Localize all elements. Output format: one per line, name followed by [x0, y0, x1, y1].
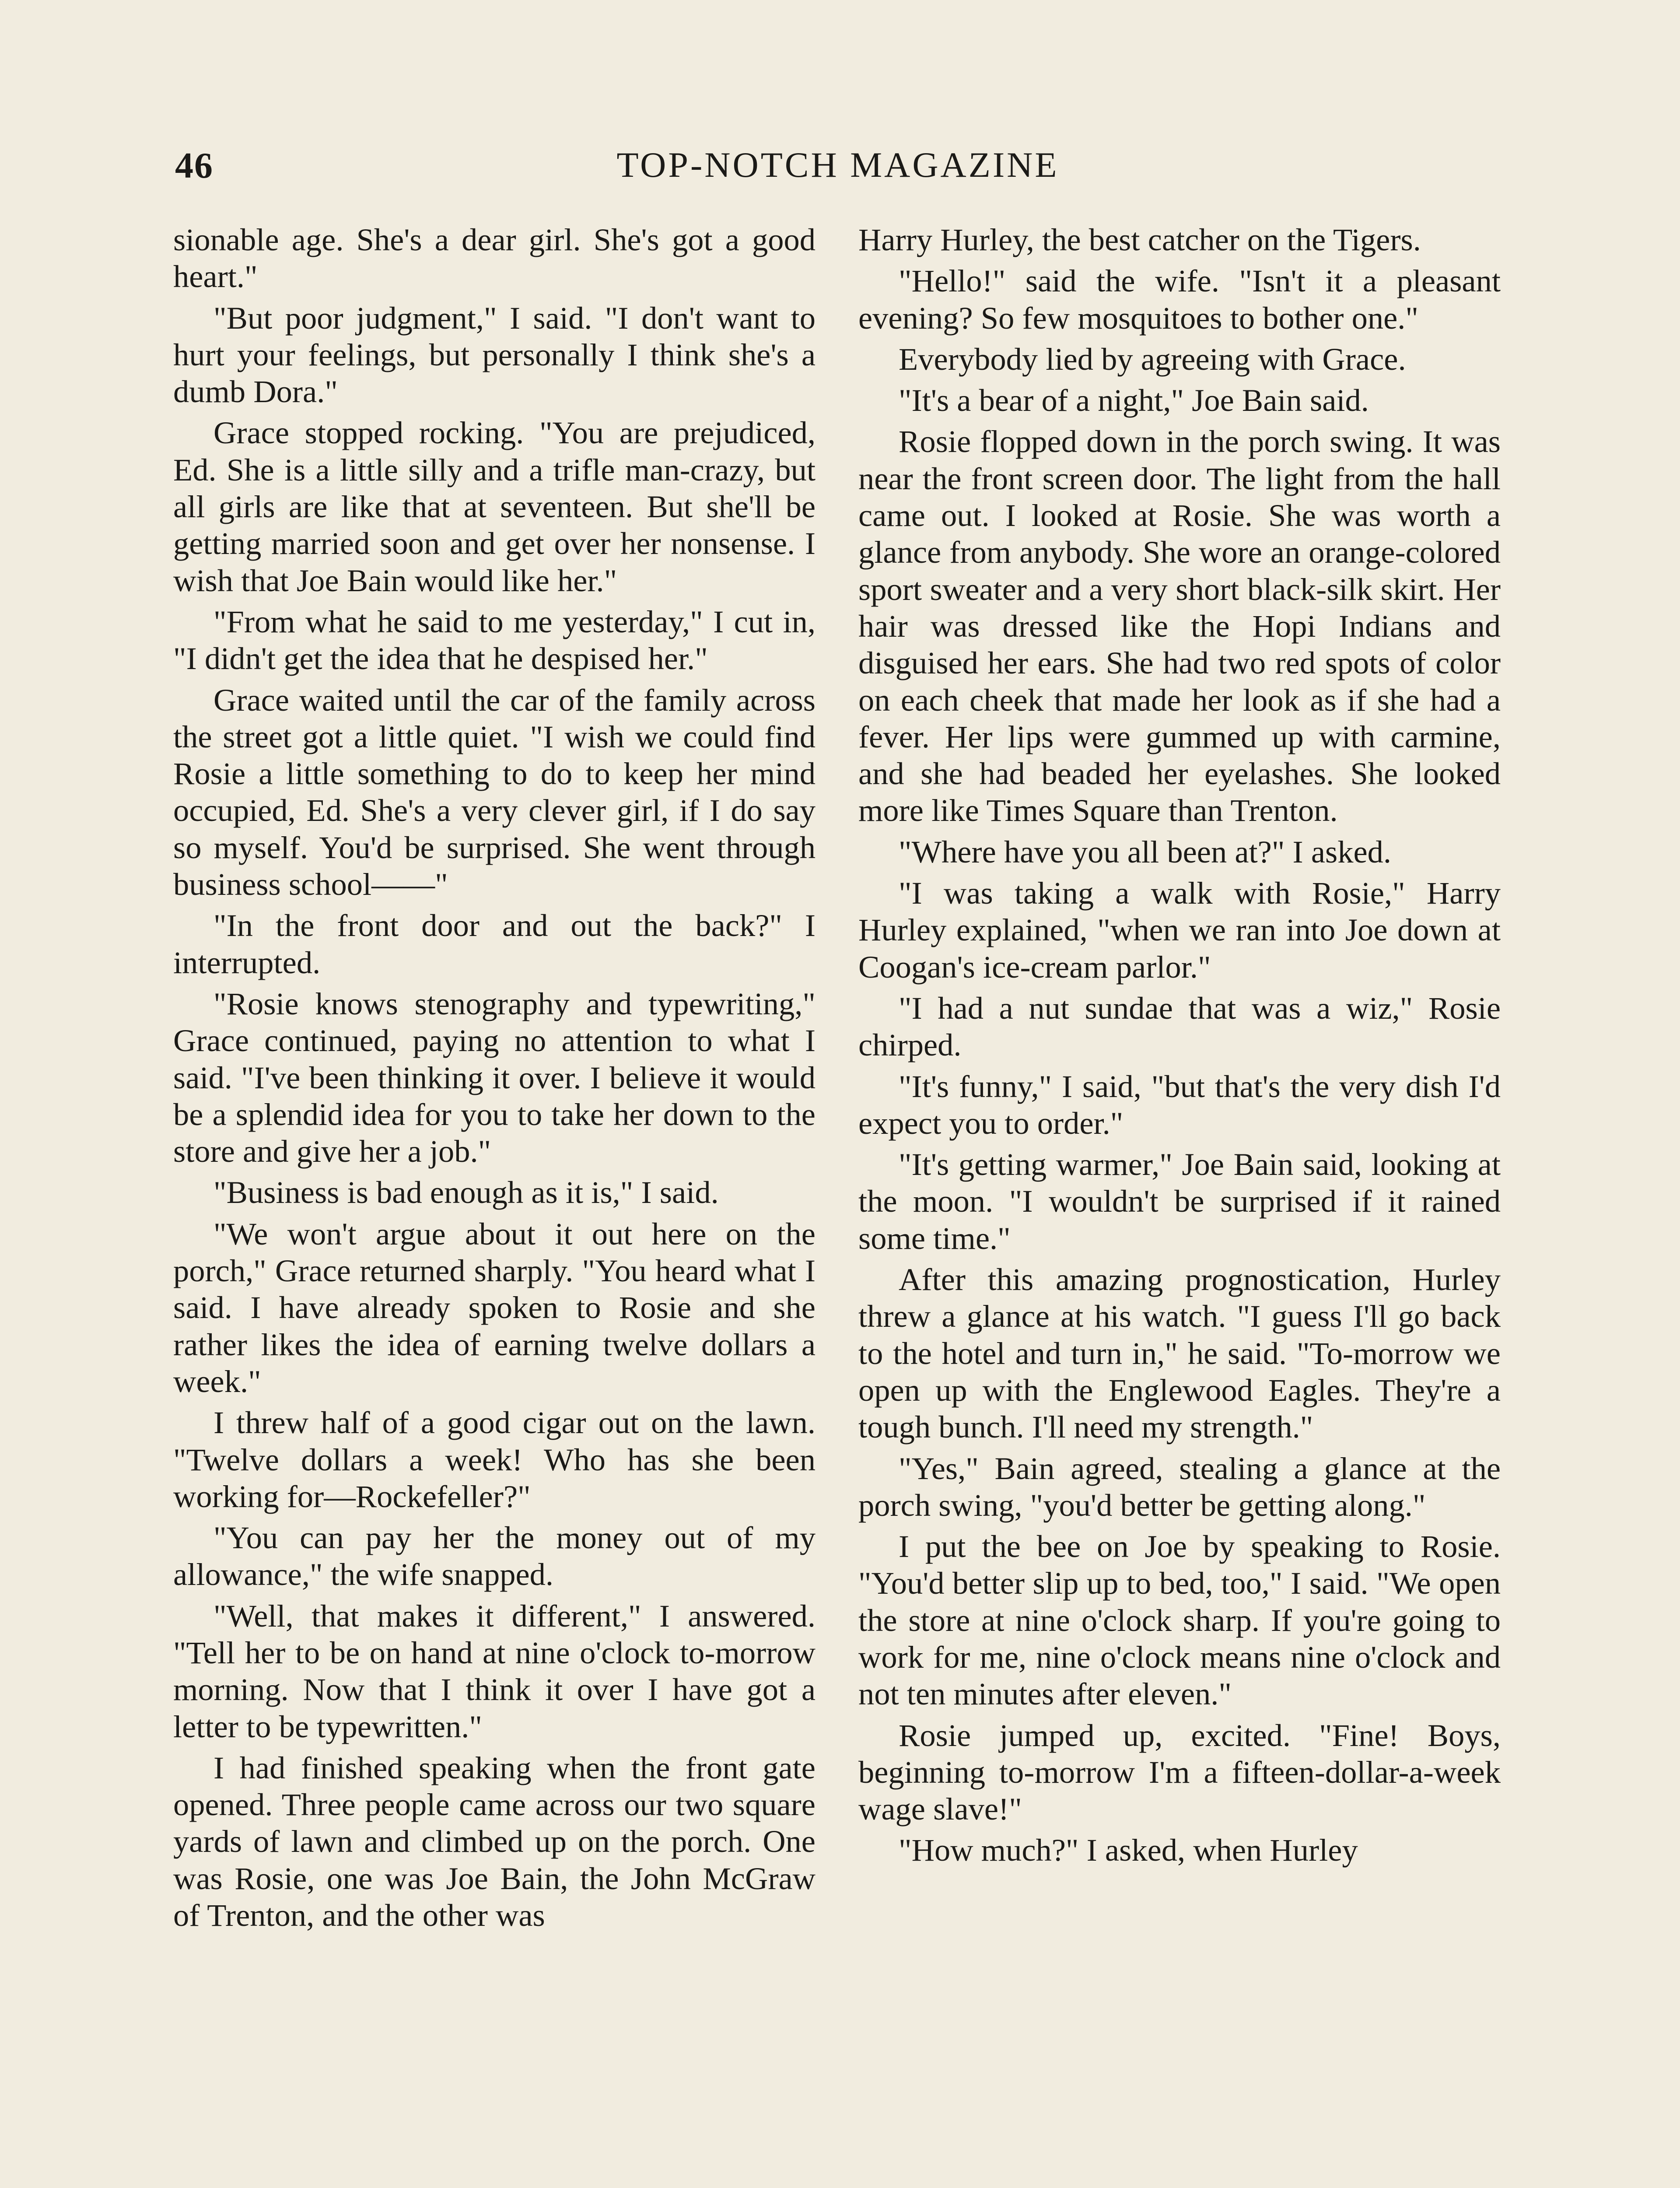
paragraph: Rosie jumped up, excited. "Fine! Boys, beginning to-morrow I'm a fifteen-dollar-a-week wage slave!" [858, 1717, 1501, 1827]
page-number: 46 [175, 145, 214, 186]
right-column [858, 221, 1501, 1869]
paragraph: Grace waited until the car of the family across the street got a little quiet. "I wish we could find Rosie a little something to do to keep her mind occupied, Ed. She's a very clever girl, if I do say so myself. You'd be surprised. She went through business school——" [173, 682, 816, 902]
paragraph: I had finished speaking when the front gate opened. Three people came across our two square yards of lawn and climbed up on the porch. One was Rosie, one was Joe Bain, the John McGraw of Trenton, and the other was [173, 1750, 816, 1933]
paragraph: Everybody lied by agreeing with Grace. [899, 341, 1406, 377]
paragraph: "I had a nut sundae that was a wiz," Rosie chirped. [858, 990, 1501, 1063]
paragraph: "It's a bear of a night," Joe Bain said. [899, 382, 1369, 418]
paragraph: Harry Hurley, the best catcher on the Tigers. [858, 222, 1421, 257]
paragraph: Grace stopped rocking. "You are prejudiced, Ed. She is a little silly and a trifle man-crazy, but all girls are like that at seventeen. But she'll be getting married soon and get over her nonsense. I wish that Joe Bain would like her." [173, 415, 816, 598]
paragraph: "It's funny," I said, "but that's the very dish I'd expect you to order." [858, 1068, 1501, 1141]
paragraph: I threw half of a good cigar out on the lawn. "Twelve dollars a week! Who has she been working for—Rockefeller?" [173, 1405, 816, 1514]
paragraph: "I was taking a walk with Rosie," Harry Hurley explained, "when we ran into Joe down at Coogan's ice-cream parlor." [858, 875, 1501, 985]
paragraph: Rosie flopped down in the porch swing. It was near the front screen door. The light from the hall came out. I looked at Rosie. She was worth a glance from anybody. She wore an orange-colored sport sweater and a very short black-silk skirt. Her hair was dressed like the Hopi Indians and disguised her ears. She had two red spots of color on each cheek that made her look as if she had a fever. Her lips were gummed up with carmine, and she had beaded her eyelashes. She looked more like Times Square than Trenton. [858, 424, 1501, 828]
paragraph: After this amazing prognostication, Hurley threw a glance at his watch. "I guess I'll go back to the hotel and turn in," he said. "To-morrow we open up with the Englewood Eagles. They're a tough bunch. I'll need my strength." [858, 1262, 1501, 1445]
paragraph: "How much?" I asked, when Hurley [899, 1832, 1358, 1868]
page-header [175, 144, 1501, 193]
paragraph: "Yes," Bain agreed, stealing a glance at the porch swing, "you'd better be getting along." [858, 1450, 1501, 1523]
paragraph: I put the bee on Joe by speaking to Rosie. "You'd better slip up to bed, too," I said. "We open the store at nine o'clock sharp. If you're going to work for me, nine o'clock means nine o'clock and not ten minutes after eleven." [858, 1529, 1501, 1712]
paragraph: "Business is bad enough as it is," I said. [214, 1175, 719, 1210]
paragraph: "You can pay her the money out of my allowance," the wife snapped. [173, 1520, 816, 1592]
paragraph: "Where have you all been at?" I asked. [899, 834, 1392, 870]
paragraph: "We won't argue about it out here on the porch," Grace returned sharply. "You heard what I said. I have already spoken to Rosie and she rather likes the idea of earning twelve dollars a week." [173, 1216, 816, 1399]
running-title: TOP-NOTCH MAGAZINE [616, 145, 1059, 185]
paragraph: "From what he said to me yesterday," I cut in, "I didn't get the idea that he despised her." [173, 603, 816, 677]
paragraph: "Well, that makes it different," I answered. "Tell her to be on hand at nine o'clock to-morrow morning. Now that I think it over I have got a letter to be typewritten." [173, 1598, 816, 1744]
paragraph: "But poor judgment," I said. "I don't want to hurt your feelings, but personally I think she's a dumb Dora." [173, 300, 816, 410]
left-column [173, 221, 816, 1934]
paragraph: "In the front door and out the back?" I interrupted. [173, 908, 816, 980]
paragraph: "Rosie knows stenography and typewriting," Grace continued, paying no attention to what I said. "I've been thinking it over. I believe it would be a splendid idea for you to take her down to the store and give her a job." [173, 985, 816, 1169]
paragraph: "Hello!" said the wife. "Isn't it a pleasant evening? So few mosquitoes to bother one." [858, 263, 1501, 336]
paragraph: "It's getting warmer," Joe Bain said, looking at the moon. "I wouldn't be surprised if it rained some time." [858, 1147, 1501, 1256]
paragraph: sionable age. She's a dear girl. She's got a good heart." [173, 222, 816, 295]
